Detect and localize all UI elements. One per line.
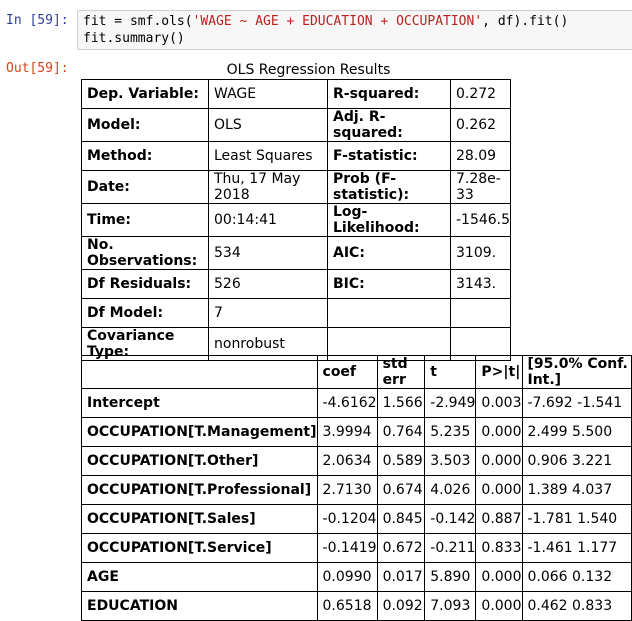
coef-value: 2.499 5.500 <box>522 418 632 447</box>
stat-label: BIC: <box>328 270 451 299</box>
coef-value: -1.461 1.177 <box>522 534 632 563</box>
coef-value: 0.6518 <box>317 592 377 621</box>
coef-value: -0.211 <box>425 534 476 563</box>
coef-value: 0.000 <box>476 447 522 476</box>
coef-value: 5.235 <box>425 418 476 447</box>
stat-label: Time: <box>82 204 209 237</box>
column-header: std err <box>377 356 425 389</box>
coef-value: 0.845 <box>377 505 425 534</box>
model-info-row <box>82 237 511 270</box>
coef-value: 0.672 <box>377 534 425 563</box>
coef-value: 0.674 <box>377 476 425 505</box>
stat-value: 7.28e-33 <box>451 171 511 204</box>
model-info-table <box>81 79 511 361</box>
coef-value: 3.9994 <box>317 418 377 447</box>
coef-value: 2.0634 <box>317 447 377 476</box>
stat-value: OLS <box>209 109 328 142</box>
coef-value: 0.003 <box>476 389 522 418</box>
term-label: OCCUPATION[T.Other] <box>82 447 318 476</box>
coef-value: -1.781 1.540 <box>522 505 632 534</box>
coefficient-row <box>82 505 632 534</box>
coefficient-row <box>82 534 632 563</box>
stat-value: 0.272 <box>451 80 511 109</box>
stat-value: 3143. <box>451 270 511 299</box>
stat-label: F-statistic: <box>328 142 451 171</box>
stat-value: 526 <box>209 270 328 299</box>
code-text: fit.summary() <box>83 31 185 46</box>
coef-value: -0.1419 <box>317 534 377 563</box>
stat-label: Method: <box>82 142 209 171</box>
coefficient-row <box>82 592 632 621</box>
coef-value: 0.906 3.221 <box>522 447 632 476</box>
input-prompt: In [59]: <box>6 13 69 28</box>
coef-value: 0.000 <box>476 563 522 592</box>
coef-value: 0.764 <box>377 418 425 447</box>
stat-label: Df Model: <box>82 299 209 328</box>
stat-label: AIC: <box>328 237 451 270</box>
summary-caption: OLS Regression Results <box>226 62 391 78</box>
output-prompt: Out[59]: <box>6 61 69 76</box>
stat-value: Thu, 17 May 2018 <box>209 171 328 204</box>
formula-string: 'WAGE ~ AGE + EDUCATION + OCCUPATION' <box>192 14 483 29</box>
term-label: OCCUPATION[T.Service] <box>82 534 318 563</box>
coef-value: -7.692 -1.541 <box>522 389 632 418</box>
coef-value: 5.890 <box>425 563 476 592</box>
column-header: t <box>425 356 476 389</box>
coef-value: 0.589 <box>377 447 425 476</box>
term-label: AGE <box>82 563 318 592</box>
coef-value: -0.142 <box>425 505 476 534</box>
stat-value: WAGE <box>209 80 328 109</box>
coef-value: 0.462 0.833 <box>522 592 632 621</box>
column-header <box>82 356 318 389</box>
model-info-row <box>82 299 511 328</box>
model-info-row <box>82 204 511 237</box>
coefficient-row <box>82 563 632 592</box>
coefficient-row <box>82 476 632 505</box>
coef-value: -4.6162 <box>317 389 377 418</box>
coef-value: 0.000 <box>476 476 522 505</box>
stat-value: 28.09 <box>451 142 511 171</box>
stat-label: Dep. Variable: <box>82 80 209 109</box>
stat-label <box>328 299 451 328</box>
coefficient-row <box>82 389 632 418</box>
term-label: Intercept <box>82 389 318 418</box>
coef-value: 0.017 <box>377 563 425 592</box>
stat-value: 534 <box>209 237 328 270</box>
coefficient-row <box>82 418 632 447</box>
column-header: coef <box>317 356 377 389</box>
coef-value: 1.566 <box>377 389 425 418</box>
stat-value: 00:14:41 <box>209 204 328 237</box>
coef-value: -0.1204 <box>317 505 377 534</box>
model-info-row <box>82 80 511 109</box>
coef-value: 0.000 <box>476 418 522 447</box>
stat-value: Least Squares <box>209 142 328 171</box>
coef-value: -2.949 <box>425 389 476 418</box>
model-info-row <box>82 109 511 142</box>
stat-label: R-squared: <box>328 80 451 109</box>
stat-label: Date: <box>82 171 209 204</box>
stat-value: -1546.5 <box>451 204 511 237</box>
coef-value: 0.887 <box>476 505 522 534</box>
term-label: EDUCATION <box>82 592 318 621</box>
coef-value: 0.066 0.132 <box>522 563 632 592</box>
model-info-row <box>82 171 511 204</box>
coef-value: 7.093 <box>425 592 476 621</box>
stat-label: Covariance Type: <box>82 328 209 361</box>
term-label: OCCUPATION[T.Sales] <box>82 505 318 534</box>
stat-label: No. Observations: <box>82 237 209 270</box>
coef-value: 3.503 <box>425 447 476 476</box>
coef-value: 0.833 <box>476 534 522 563</box>
term-label: OCCUPATION[T.Management] <box>82 418 318 447</box>
coefficient-table <box>81 355 632 621</box>
stat-value: 0.262 <box>451 109 511 142</box>
model-info-row <box>82 142 511 171</box>
stat-value: nonrobust <box>209 328 328 361</box>
stat-label: Adj. R-squared: <box>328 109 451 142</box>
stat-value: 7 <box>209 299 328 328</box>
coef-value: 1.389 4.037 <box>522 476 632 505</box>
column-header: [95.0% Conf. Int.] <box>522 356 632 389</box>
code-cell[interactable] <box>77 10 632 50</box>
stat-label: Df Residuals: <box>82 270 209 299</box>
stat-label: Prob (F-statistic): <box>328 171 451 204</box>
stat-label: Model: <box>82 109 209 142</box>
coef-value: 2.7130 <box>317 476 377 505</box>
code-text: fit = smf.ols( <box>83 14 193 29</box>
coef-value: 0.092 <box>377 592 425 621</box>
coef-value: 4.026 <box>425 476 476 505</box>
stat-value <box>451 299 511 328</box>
coef-value: 0.0990 <box>317 563 377 592</box>
coef-value: 0.000 <box>476 592 522 621</box>
coefficient-row <box>82 447 632 476</box>
stat-label: Log-Likelihood: <box>328 204 451 237</box>
code-text: , df).fit() <box>482 14 569 29</box>
model-info-row <box>82 270 511 299</box>
column-header: P>|t| <box>476 356 522 389</box>
term-label: OCCUPATION[T.Professional] <box>82 476 318 505</box>
stat-value: 3109. <box>451 237 511 270</box>
